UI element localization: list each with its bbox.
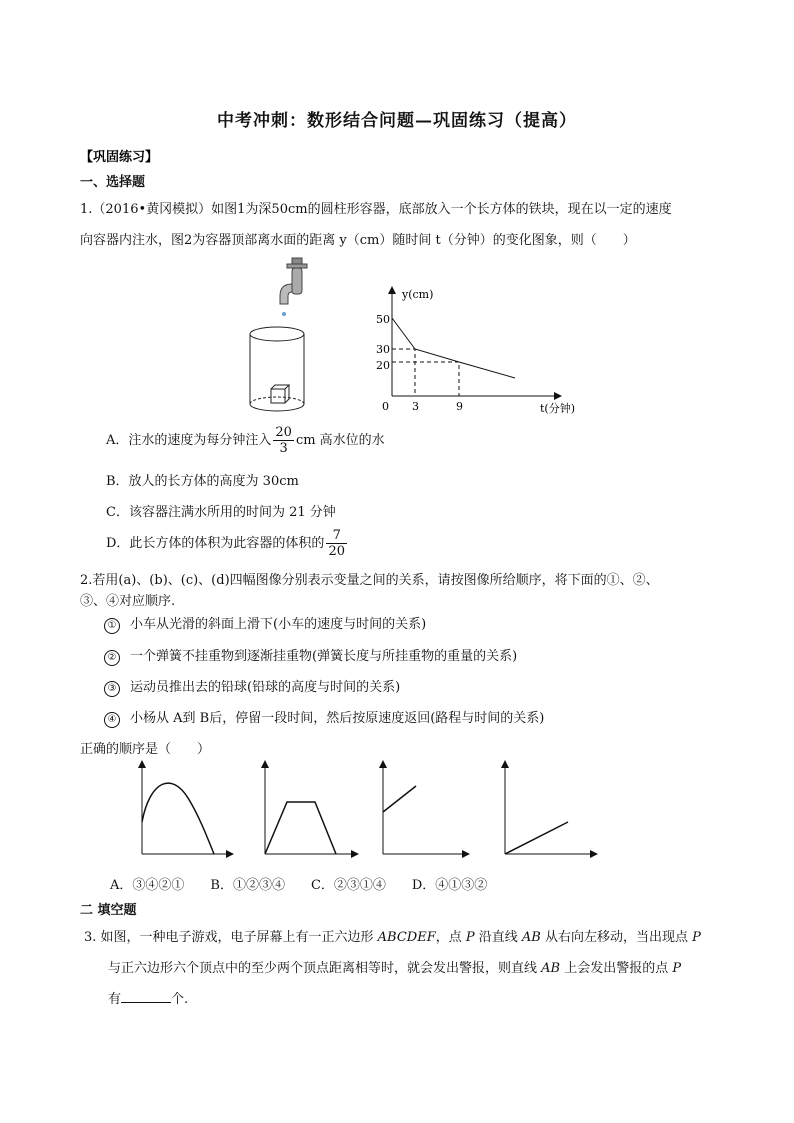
frac-den: 20 xyxy=(328,544,345,559)
q3-text: ，点 xyxy=(435,930,466,945)
q2-line2: ③、④对应顺序. xyxy=(80,594,176,609)
line-ab: AB xyxy=(521,930,541,945)
ytick-20: 20 xyxy=(376,359,390,372)
ytick-50: 50 xyxy=(376,313,390,326)
q2-options: A．③④②① B．①②③④ C．②③①④ D．④①③② xyxy=(110,878,488,893)
q2-item-2 xyxy=(104,645,517,666)
iron-block xyxy=(271,385,289,403)
circled-number: ③ xyxy=(104,681,120,697)
q2-graphs xyxy=(130,758,600,868)
q3-text: 个. xyxy=(171,992,189,1007)
line-ab: AB xyxy=(541,961,561,976)
q1-line2: 向容器内注水，图2为容器顶部离水面的距离 y（cm）随时间 t（分钟）的变化图象，则（ ） xyxy=(80,233,636,248)
page-title: 中考冲刺：数形结合问题—巩固练习（提高） xyxy=(217,111,577,131)
q2-item-text: 一个弹簧不挂重物到逐渐挂重物(弹簧长度与所挂重物的重量的关系) xyxy=(130,649,518,664)
point-p: P xyxy=(692,930,701,945)
q1-option-a-tail: cm 高水位的水 xyxy=(295,433,385,448)
q2-item-text: 运动员推出去的铅球(铅球的高度与时间的关系) xyxy=(130,680,401,695)
frac-num: 7 xyxy=(326,528,347,544)
graph-b xyxy=(265,762,357,854)
fraction-20-3 xyxy=(273,425,294,456)
ytick-30: 30 xyxy=(376,343,390,356)
q1-option-d-text: D．此长方体的体积为此容器的体积的 xyxy=(106,536,325,551)
part2-heading: 二 填空题 xyxy=(80,903,137,918)
q2-line1: 2.若用(a)、(b)、(c)、(d)四幅图像分别表示变量之间的关系，请按图像所给顺序，将下面的①、②、 xyxy=(80,573,659,588)
q3-text: 从右向左移动，当出现点 xyxy=(540,930,693,945)
q3-line3 xyxy=(108,988,188,1007)
frac-num: 20 xyxy=(275,425,292,440)
q1-option-c: C．该容器注满水所用的时间为 21 分钟 xyxy=(106,505,336,520)
origin-label: 0 xyxy=(382,400,389,413)
q2-prompt: 正确的顺序是（ ） xyxy=(80,742,211,757)
q1-line1: 1.（2016•黄冈模拟）如图1为深50cm的圆柱形容器，底部放入一个长方体的铁块，现在以一定的速度 xyxy=(80,202,672,217)
q1-option-a xyxy=(106,425,385,456)
q1-option-a-text: A．注水的速度为每分钟注入 xyxy=(106,433,272,448)
cylinder-container xyxy=(250,327,304,411)
q2-item-text: 小杨从 A到 B后，停留一段时间，然后按原速度返回(路程与时间的关系) xyxy=(130,711,545,726)
fraction-7-20 xyxy=(326,528,347,559)
q3-line2 xyxy=(108,957,681,976)
point-p: P xyxy=(672,961,682,976)
dash-30 xyxy=(392,349,415,396)
q1-option-b: B．放人的长方体的高度为 30cm xyxy=(106,474,299,489)
circled-number: ④ xyxy=(104,712,120,728)
q2-item-1 xyxy=(104,613,426,634)
circled-number: ② xyxy=(104,650,120,666)
graph-line xyxy=(392,318,515,378)
q3-text: 上会发出警报的点 xyxy=(560,961,673,976)
q1-figure2-graph xyxy=(370,282,590,420)
section-tag: 【巩固练习】 xyxy=(80,150,159,165)
circled-number: ① xyxy=(104,618,120,634)
q3-line1 xyxy=(84,926,701,945)
x-label: t(分钟) xyxy=(540,402,576,415)
xtick-9: 9 xyxy=(456,400,463,413)
q3-text: 沿直线 xyxy=(474,930,522,945)
graph-c xyxy=(383,762,468,854)
q1-figure1-container xyxy=(240,256,340,416)
point-p: P xyxy=(465,930,475,945)
faucet-icon xyxy=(280,258,307,316)
graph-d xyxy=(505,762,596,854)
hexagon-name: ABCDEF xyxy=(377,930,436,945)
graph-a xyxy=(142,762,232,854)
q3-text: 有 xyxy=(108,992,122,1007)
answer-blank[interactable] xyxy=(121,990,171,1003)
xtick-3: 3 xyxy=(412,400,419,413)
q1-option-d xyxy=(106,528,349,559)
part1-heading: 一、选择题 xyxy=(80,175,146,190)
dash-20 xyxy=(392,362,459,396)
q2-item-3 xyxy=(104,676,400,697)
q3-text: 3. 如图，一种电子游戏，电子屏幕上有一正六边形 xyxy=(84,930,378,945)
q2-item-4 xyxy=(104,707,544,728)
y-label: y(cm) xyxy=(402,288,434,301)
frac-den: 3 xyxy=(279,441,288,456)
q2-item-text: 小车从光滑的斜面上滑下(小车的速度与时间的关系) xyxy=(130,617,427,632)
q3-text: 与正六边形六个顶点中的至少两个顶点距离相等时，就会发出警报，则直线 xyxy=(108,961,542,976)
